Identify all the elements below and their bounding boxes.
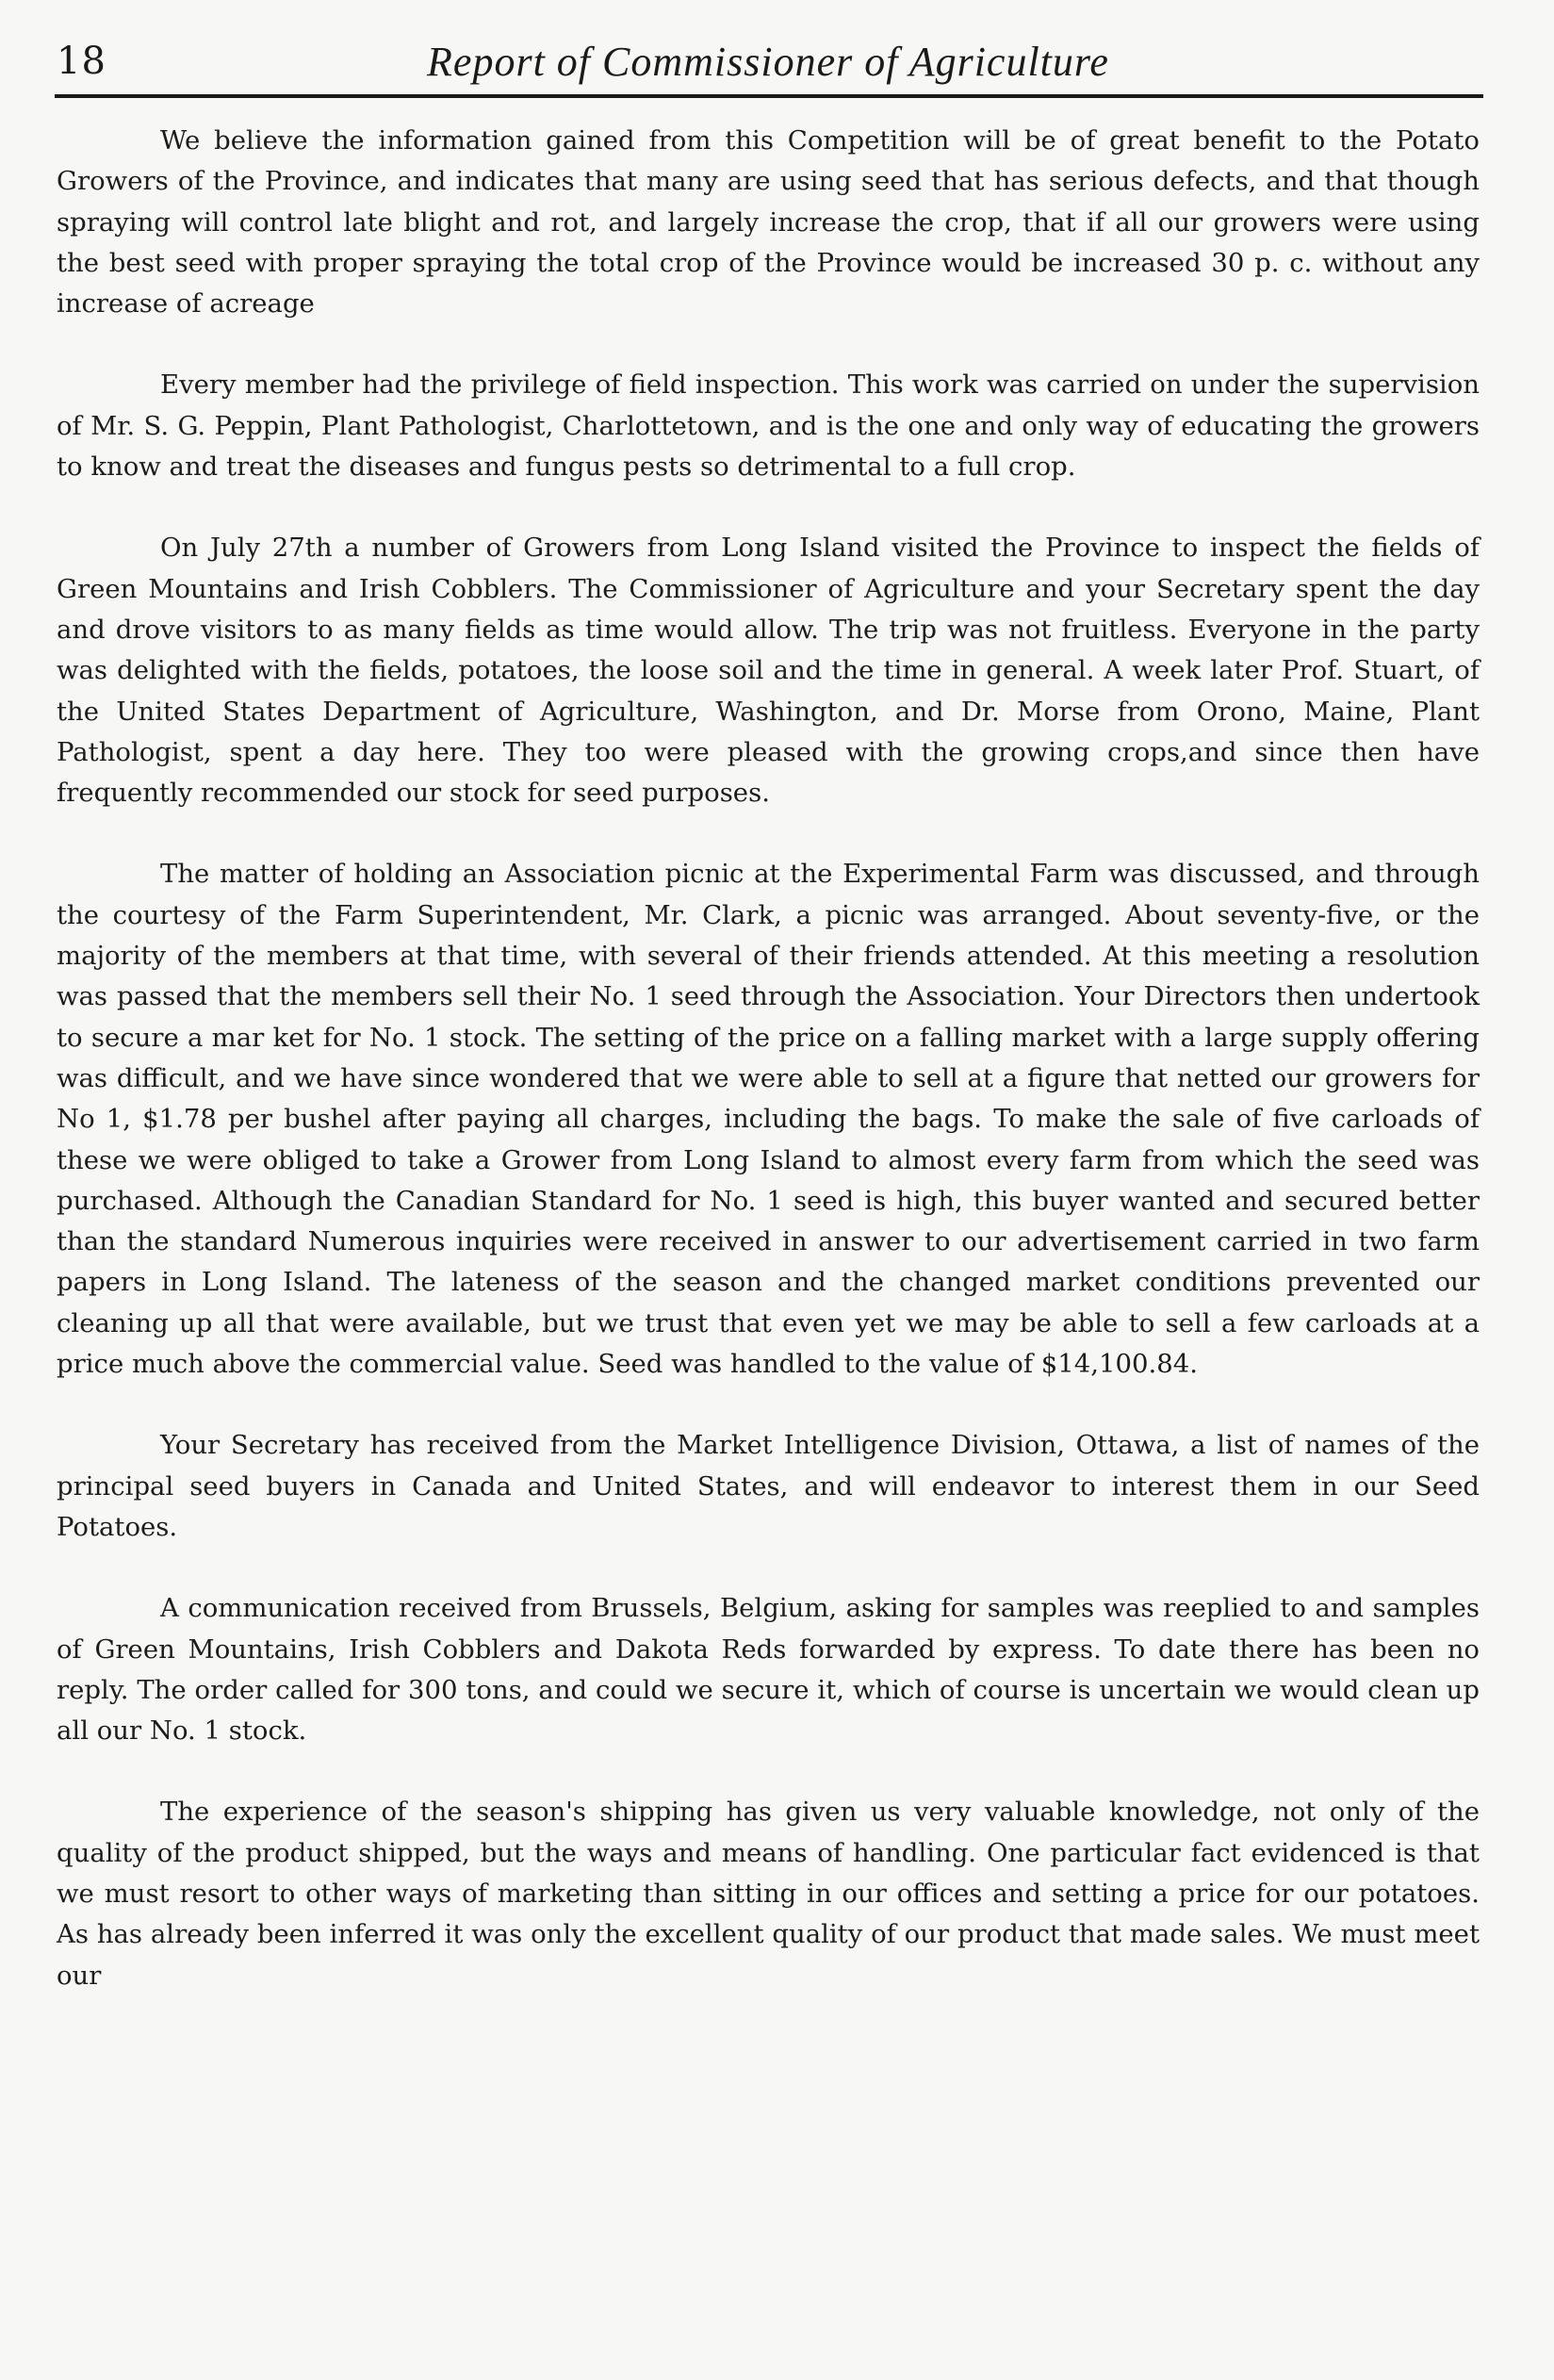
- paragraph-competition-benefit: We believe the information gained from this Competition will be of great benefit to the Potato Growers of the Province, and indicates that many are using seed that has serious defects, and that though spraying will control late blight and rot, and largely increase the crop, that if all our growers were using the best seed with proper spraying the total crop of the Province would be increased 30 p. c. without any increase of acreage: [57, 125, 1480, 320]
- paragraph-field-inspection: Every member had the privilege of field inspection. This work was carried on under the supervision of Mr. S. G. Peppin, Plant Pathologist, Charlottetown, and is the one and only way of educating the growers to know and treat the diseases and fungus pests so detrimental to a full crop.: [57, 369, 1480, 483]
- page-header: [57, 36, 1480, 96]
- running-title: Report of Commissioner of Agriculture: [427, 39, 1109, 85]
- header-rule: [55, 94, 1483, 98]
- page-number: 18: [57, 40, 106, 83]
- paragraph-association-picnic: The matter of holding an Association picnic at the Experimental Farm was discussed, and through the courtesy of the Farm Superintendent, Mr. Clark, a picnic was arranged. About seventy-five, or the majority of the members at that time, with several of their friends attended. At this meeting a resolution was passed that the members sell their No. 1 seed through the Association. Your Directors then undertook to secure a mar ket for No. 1 stock. The setting of the price on a falling market with a large supply offering was difficult, and we have since wondered that we were able to sell at a figure that netted our growers for No 1, $1.78 per bushel after paying all charges, including the bags. To make the sale of five carloads of these we were obliged to take a Grower from Long Island to almost every farm from which the seed was purchased. Although the Canadian Standard for No. 1 seed is high, this buyer wanted and secured better than the standard Numerous inquiries were received in answer to our advertisement carried in two farm papers in Long Island. The lateness of the season and the changed market conditions prevented our cleaning up all that were available, but we trust that even yet we may be able to sell a few carloads at a price much above the commercial value. Seed was handled to the value of $14,100.84.: [57, 859, 1480, 1380]
- paragraph-brussels-communication: A communication received from Brussels, Belgium, asking for samples was reeplied to and samples of Green Mountains, Irish Cobblers and Dakota Reds forwarded by express. To date there has been no reply. The order called for 300 tons, and could we secure it, which of course is uncertain we would clean up all our No. 1 stock.: [57, 1593, 1480, 1747]
- paragraph-long-island-visit: On July 27th a number of Growers from Long Island visited the Province to inspect the fields of Green Mountains and Irish Cobblers. The Commissioner of Agriculture and your Secretary spent the day and drove visitors to as many fields as time would allow. The trip was not fruitless. Everyone in the party was delighted with the fields, potatoes, the loose soil and the time in general. A week later Prof. Stuart, of the United States Department of Agriculture, Washington, and Dr. Morse from Orono, Maine, Plant Pathologist, spent a day here. They too were pleased with the growing crops,and since then have frequently recommended our stock for seed purposes.: [57, 533, 1480, 809]
- body-text: [57, 121, 1480, 1996]
- paragraph-shipping-experience: The experience of the season's shipping has given us very valuable knowledge, not only of the quality of the product shipped, but the ways and means of handling. One particular fact evidenced is that we must resort to other ways of marketing than sitting in our offices and setting a price for our potatoes. As has already been inferred it was only the excellent quality of our product that made sales. We must meet our: [57, 1797, 1480, 1991]
- paragraph-market-intelligence: Your Secretary has received from the Market Intelligence Division, Ottawa, a list of names of the principal seed buyers in Canada and United States, and will endeavor to interest them in our Seed Potatoes.: [57, 1430, 1480, 1542]
